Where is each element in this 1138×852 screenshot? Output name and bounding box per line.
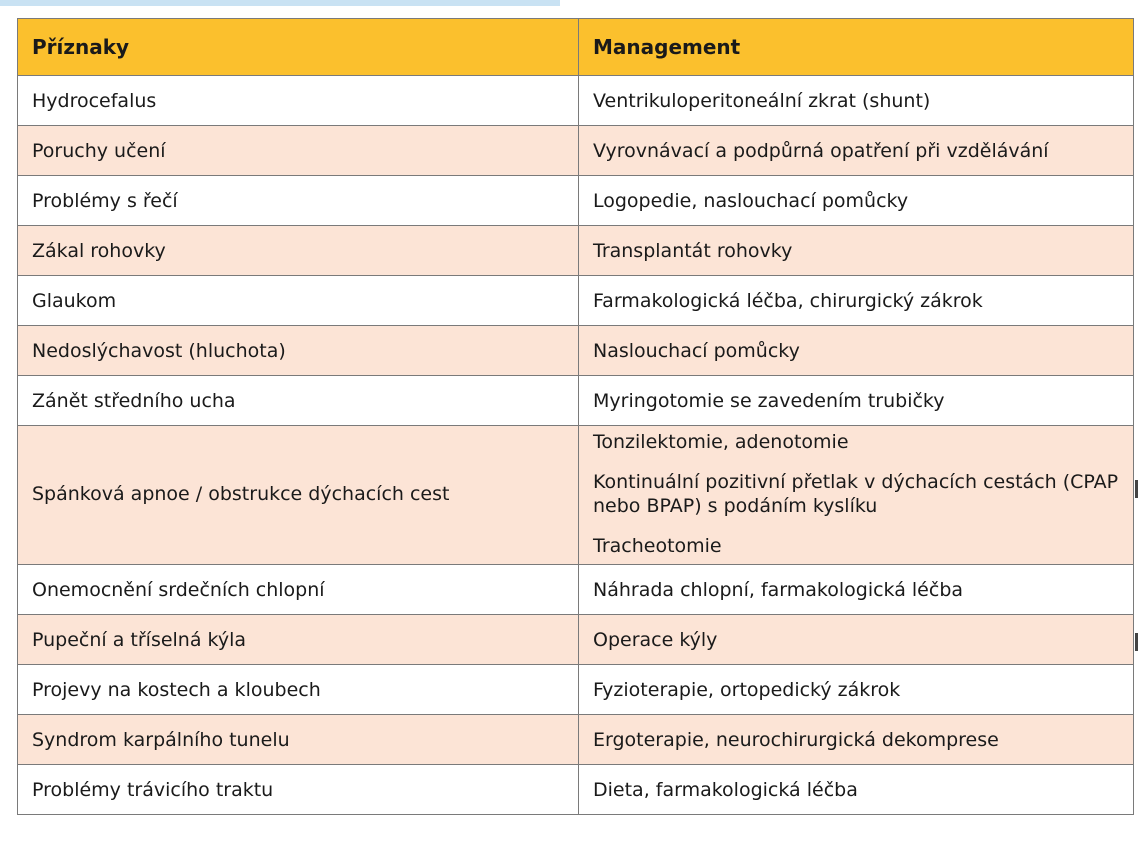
symptom-cell: Problémy s řečí xyxy=(18,176,579,226)
table-row xyxy=(18,126,1134,176)
table-row xyxy=(18,276,1134,326)
symptom-cell: Pupeční a tříselná kýla xyxy=(18,615,579,665)
management-line: Transplantát rohovky xyxy=(593,239,793,262)
table-row xyxy=(18,176,1134,226)
management-cell xyxy=(579,276,1134,326)
table-row xyxy=(18,326,1134,376)
symptom-cell: Syndrom karpálního tunelu xyxy=(18,715,579,765)
management-line: Ventrikuloperitoneální zkrat (shunt) xyxy=(593,89,931,112)
management-line: Operace kýly xyxy=(593,628,718,651)
table-row xyxy=(18,715,1134,765)
management-cell xyxy=(579,76,1134,126)
table-row xyxy=(18,226,1134,276)
management-line: Myringotomie se zavedením trubičky xyxy=(593,389,945,412)
symptom-cell: Hydrocefalus xyxy=(18,76,579,126)
management-line: Vyrovnávací a podpůrná opatření při vzdělávání xyxy=(593,139,1049,162)
header-management: Management xyxy=(579,19,1134,76)
management-cell xyxy=(579,176,1134,226)
management-cell xyxy=(579,615,1134,665)
table-row xyxy=(18,665,1134,715)
table-row xyxy=(18,765,1134,815)
management-line: Kontinuální pozitivní přetlak v dýchacích cestách (CPAP nebo BPAP) s podáním kyslíku xyxy=(593,471,1119,517)
symptom-cell: Zákal rohovky xyxy=(18,226,579,276)
management-cell xyxy=(579,715,1134,765)
management-line: Náhrada chlopní, farmakologická léčba xyxy=(593,578,964,601)
management-line: Naslouchací pomůcky xyxy=(593,339,800,362)
management-cell xyxy=(579,226,1134,276)
symptom-cell: Glaukom xyxy=(18,276,579,326)
table-row xyxy=(18,376,1134,426)
table-row xyxy=(18,426,1134,565)
symptoms-management-table xyxy=(17,18,1134,815)
management-cell xyxy=(579,326,1134,376)
management-cell xyxy=(579,665,1134,715)
management-cell xyxy=(579,126,1134,176)
table-row xyxy=(18,565,1134,615)
management-line: Logopedie, naslouchací pomůcky xyxy=(593,189,909,212)
symptom-cell: Nedoslýchavost (hluchota) xyxy=(18,326,579,376)
management-cell xyxy=(579,426,1134,565)
symptom-cell: Projevy na kostech a kloubech xyxy=(18,665,579,715)
management-line: Tracheotomie xyxy=(593,535,722,557)
management-cell xyxy=(579,376,1134,426)
table-row xyxy=(18,615,1134,665)
symptom-cell: Onemocnění srdečních chlopní xyxy=(18,565,579,615)
management-cell xyxy=(579,565,1134,615)
top-accent-strip xyxy=(0,0,560,6)
symptom-cell: Poruchy učení xyxy=(18,126,579,176)
header-symptoms: Příznaky xyxy=(18,19,579,76)
management-line: Fyzioterapie, ortopedický zákrok xyxy=(593,678,901,701)
table-header-row xyxy=(18,19,1134,76)
table-row xyxy=(18,76,1134,126)
symptom-cell: Problémy trávicího traktu xyxy=(18,765,579,815)
management-line: Tonzilektomie, adenotomie xyxy=(593,431,849,453)
symptom-cell: Zánět středního ucha xyxy=(18,376,579,426)
management-line: Ergoterapie, neurochirurgická dekomprese xyxy=(593,728,999,751)
management-cell xyxy=(579,765,1134,815)
table-body xyxy=(18,76,1134,815)
management-line: Dieta, farmakologická léčba xyxy=(593,778,858,801)
management-line: Farmakologická léčba, chirurgický zákrok xyxy=(593,289,983,312)
symptom-cell: Spánková apnoe / obstrukce dýchacích cest xyxy=(18,426,579,565)
